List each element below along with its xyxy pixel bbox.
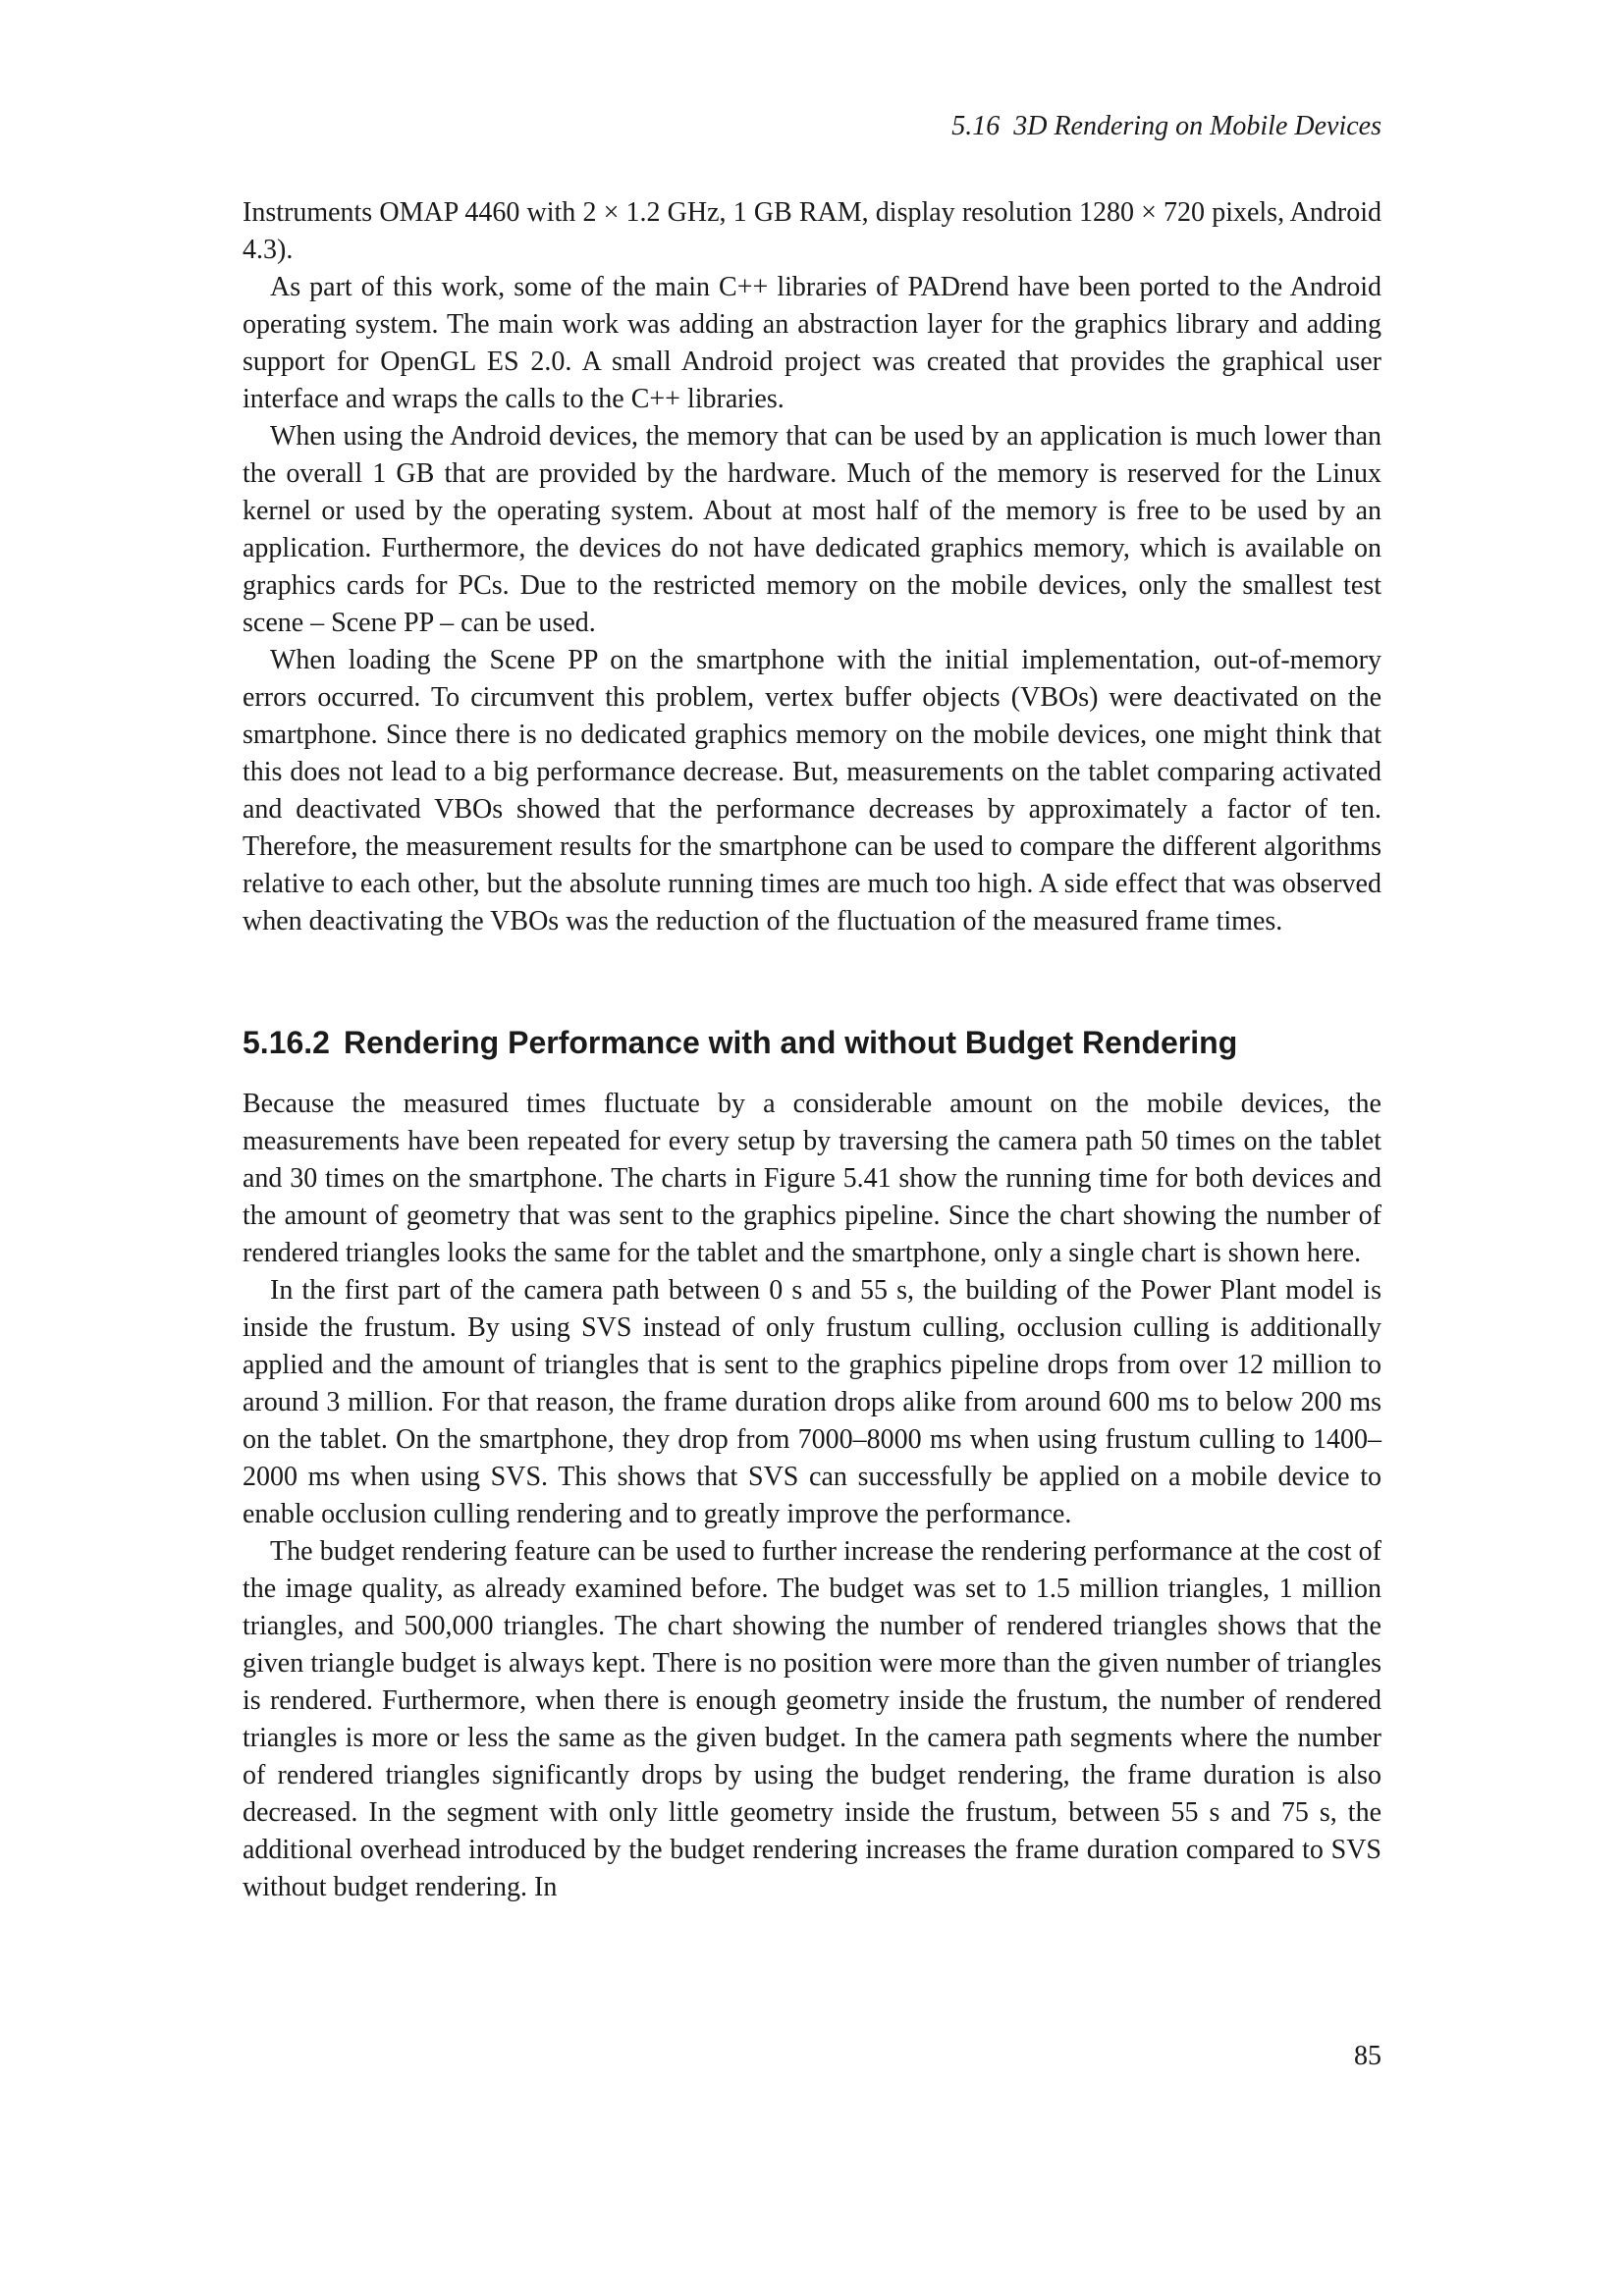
paragraph: The budget rendering feature can be used to further increase the rendering performance at the cost of the image quality, as already examined before. The budget was set to 1.5 million triangles, 1 million triangles, and 500,000 triangles. The chart showing the number of rendered triangles shows that the given triangle budget is always kept. There is no position were more than the given number of triangles is rendered. Furthermore, when there is enough geometry inside the frustum, the number of rendered triangles is more or less the same as the given budget. In the camera path segments where the number of rendered triangles significantly drops by using the budget rendering, the frame duration is also decreased. In the segment with only little geometry inside the frustum, between 55 s and 75 s, the additional overhead introduced by the budget rendering increases the frame duration compared to SVS without budget rendering. In: [243, 1536, 1381, 1902]
paragraph: As part of this work, some of the main C++ libraries of PADrend have been ported to the Android operating system. The main work was adding an abstraction layer for the graphics library and adding support for OpenGL ES 2.0. A small Android project was created that provides the graphical user interface and wraps the calls to the C++ libraries.: [243, 272, 1381, 414]
page-number: 85: [1354, 2041, 1381, 2071]
running-head: [951, 110, 1381, 143]
body-text-after-section: [243, 1086, 1381, 1906]
paragraph: When using the Android devices, the memory that can be used by an application is much lower than the overall 1 GB that are provided by the hardware. Much of the memory is reserved for the Linux kernel or used by the operating system. About at most half of the memory is free to be used by an application. Furthermore, the devices do not have dedicated graphics memory, which is available on graphics cards for PCs. Due to the restricted memory on the mobile devices, only the smallest test scene – Scene PP – can be used.: [243, 421, 1381, 638]
paragraph: In the first part of the camera path between 0 s and 55 s, the building of the Power Plant model is inside the frustum. By using SVS instead of only frustum culling, occlusion culling is additionally applied and the amount of triangles that is sent to the graphics pipeline drops from over 12 million to around 3 million. For that reason, the frame duration drops alike from around 600 ms to below 200 ms on the tablet. On the smartphone, they drop from 7000–8000 ms when using frustum culling to 1400–2000 ms when using SVS. This shows that SVS can successfully be applied on a mobile device to enable occlusion culling rendering and to greatly improve the performance.: [243, 1275, 1381, 1529]
paragraph: Instruments OMAP 4460 with 2 × 1.2 GHz, 1 GB RAM, display resolution 1280 × 720 pixels, Android 4.3).: [243, 197, 1381, 265]
section-heading: [243, 1023, 1237, 1062]
paragraph: Because the measured times fluctuate by a considerable amount on the mobile devices, the measurements have been repeated for every setup by traversing the camera path 50 times on the tablet and 30 times on the smartphone. The charts in Figure 5.41 show the running time for both devices and the amount of geometry that was sent to the graphics pipeline. Since the chart showing the number of rendered triangles looks the same for the tablet and the smartphone, only a single chart is shown here.: [243, 1089, 1381, 1268]
section-title: Rendering Performance with and without Budget Rendering: [343, 1025, 1238, 1060]
running-head-section: 5.16: [951, 111, 1001, 141]
section-number: 5.16.2: [243, 1025, 330, 1060]
running-head-title: 3D Rendering on Mobile Devices: [1013, 111, 1381, 141]
paragraph: When loading the Scene PP on the smartphone with the initial implementation, out-of-memory errors occurred. To circumvent this problem, vertex buffer objects (VBOs) were deactivated on the smartphone. Since there is no dedicated graphics memory on the mobile devices, one might think that this does not lead to a big performance decrease. But, measurements on the tablet comparing activated and deactivated VBOs showed that the performance decreases by approximately a factor of ten. Therefore, the measurement results for the smartphone can be used to compare the different algorithms relative to each other, but the absolute running times are much too high. A side effect that was observed when deactivating the VBOs was the reduction of the fluctuation of the measured frame times.: [243, 645, 1381, 936]
body-text-before-section: [243, 194, 1381, 940]
